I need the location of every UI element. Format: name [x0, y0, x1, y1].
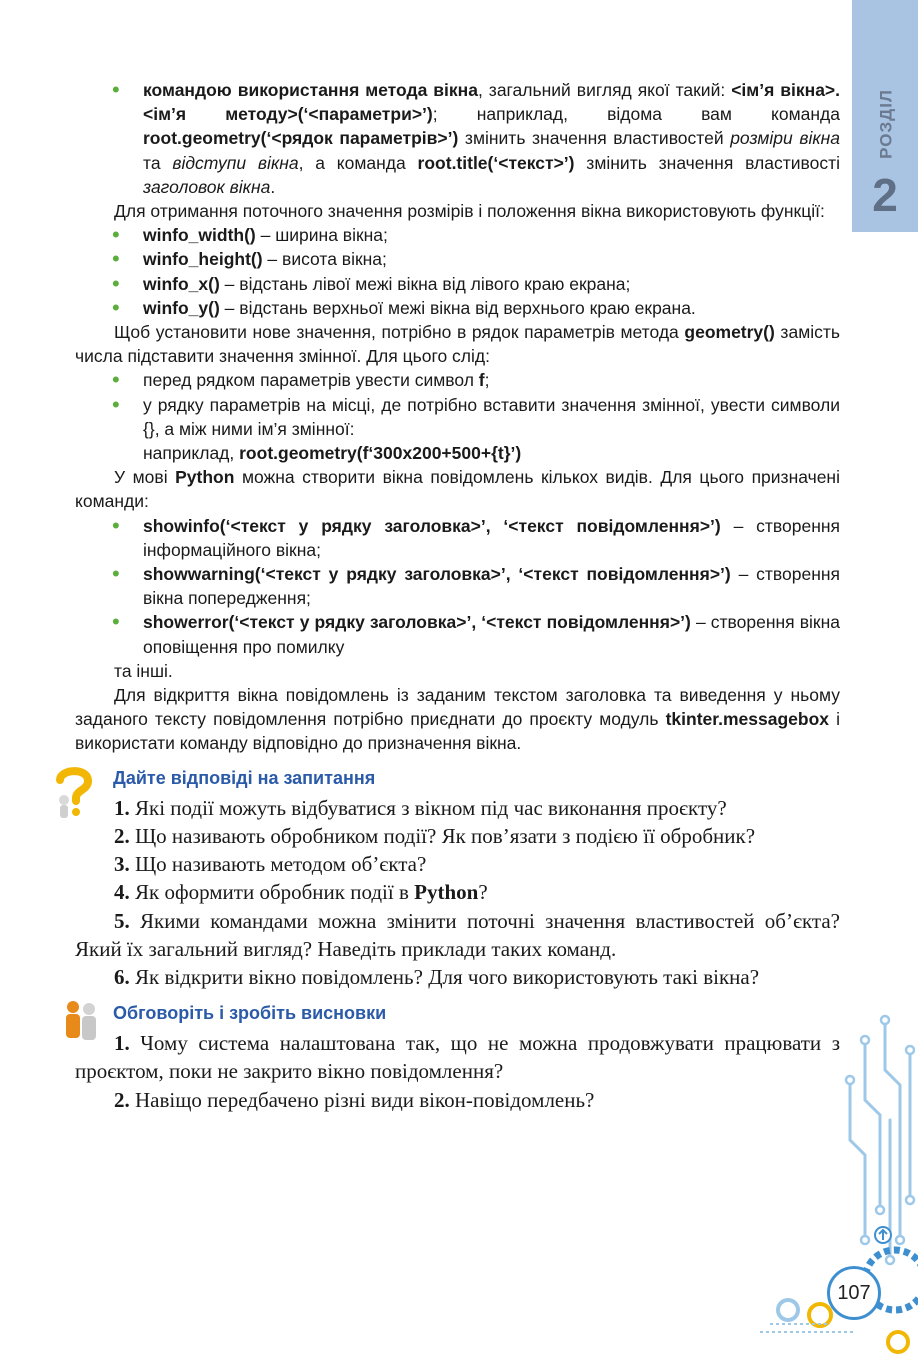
list-item: • winfo_y() – відстань верхньої межі вікна від верхнього краю екрана. [112, 294, 696, 320]
bullet-icon: • [112, 77, 120, 102]
list-item: • перед рядком параметрів увести символ f; [112, 367, 490, 393]
questions-header [75, 764, 840, 794]
bullet-icon: • [112, 512, 120, 538]
page-content [75, 78, 840, 1114]
list-item: 1. Які події можуть відбуватися з вікном під час виконання проєкту? [114, 795, 727, 820]
list-item: • showwarning(‘<текст у рядку заголовка>’, ‘<текст повідомлення>’) – створення вікна попередження; [112, 561, 840, 609]
list-item: • winfo_x() – відстань лівої межі вікна від лівого краю екрана; [112, 270, 631, 296]
questions-list [75, 794, 840, 991]
list-item: • командою використання метода вікна, загальний вигляд якої такий: <ім’я вікна>.<ім’я методу>(‘<параметри>’); наприклад, відома вам команда root.geometry(‘<рядок параметрів>’) змінить значення властивостей розміри вікна та відступи вікна, а команда root.title(‘<текст>’) змінить значення властивості заголовок вікна. [112, 77, 841, 197]
bullet-icon: • [112, 222, 120, 248]
example-line: наприклад, root.geometry(f‘300x200+500+{t}’) [143, 443, 522, 464]
bullet-icon: • [112, 294, 120, 320]
bullet-icon: • [112, 367, 120, 393]
list-item: • у рядку параметрів на місці, де потрібно вставити значення змінної, увести символи {}, а між ними ім’я змінної: [112, 391, 840, 439]
list-item: 3. Що називають методом об’єкта? [114, 852, 427, 877]
bullet-icon: • [112, 609, 120, 635]
list-item: • showinfo(‘<текст у рядку заголовка>’, ‘<текст повідомлення>’) – створення інформаційного вікна; [112, 512, 841, 560]
section-title: Обговоріть і зробіть висновки [113, 1003, 387, 1024]
list-item: 2. Навіщо передбачено різні види вікон-повідомлень? [114, 1087, 595, 1112]
bullet-icon: • [112, 561, 120, 587]
section-title: Дайте відповіді на запитання [113, 767, 376, 788]
paragraph: Для відкриття вікна повідомлень із заданим текстом заголовка та виведення у ньому заданого тексту повідомлення потрібно приєднати до проєкту модуль tkinter.messagebox і використати команду відповідно до призначення вікна. [75, 685, 841, 754]
paragraph: Щоб установити нове значення, потрібно в рядок параметрів метода geometry() замість числа підставити значення змінної. Для цього слід: [75, 322, 840, 367]
bullet-icon: • [112, 270, 120, 296]
discussion-header [75, 999, 840, 1029]
list-item: 6. Як відкрити вікно повідомлень? Для чого використовують такі вікна? [114, 964, 760, 989]
discussion-list [75, 1029, 840, 1114]
list-item: • winfo_width() – ширина вікна; [112, 222, 388, 248]
list-item: • winfo_height() – висота вікна; [112, 246, 387, 272]
bullet-icon: • [112, 391, 120, 417]
chapter-label [872, 78, 902, 170]
chapter-number: 2 [872, 169, 898, 221]
paragraph: У мові Python можна створити вікна повідомлень кількох видів. Для цього призначені команди: [75, 467, 840, 512]
list-item: • showerror(‘<текст у рядку заголовка>’, ‘<текст повідомлення>’) – створення вікна оповіщення про помилку [112, 609, 840, 657]
chapter-label-text: РОЗДІЛ [876, 89, 896, 159]
question-mark-icon [51, 766, 97, 822]
page-number: 107 [827, 1266, 881, 1320]
paragraph: Для отримання поточного значення розмірів і положення вікна використовують функції: [114, 201, 825, 222]
list-item: 4. Як оформити обробник події в Python? [114, 880, 488, 905]
list-item: 1. Чому система налаштована так, що не можна продовжувати працювати з проєктом, поки не закрито вікно повідомлення? [75, 1031, 840, 1084]
paragraph: та інші. [114, 660, 173, 681]
list-item: 2. Що називають обробником події? Як пов’язати з подією її обробник? [114, 823, 756, 848]
discussion-people-icon [61, 999, 101, 1045]
bullet-icon: • [112, 246, 120, 272]
list-item: 5. Якими командами можна змінити поточні значення властивостей об’єкта? Який їх загальний вигляд? Наведіть приклади таких команд. [75, 908, 840, 961]
